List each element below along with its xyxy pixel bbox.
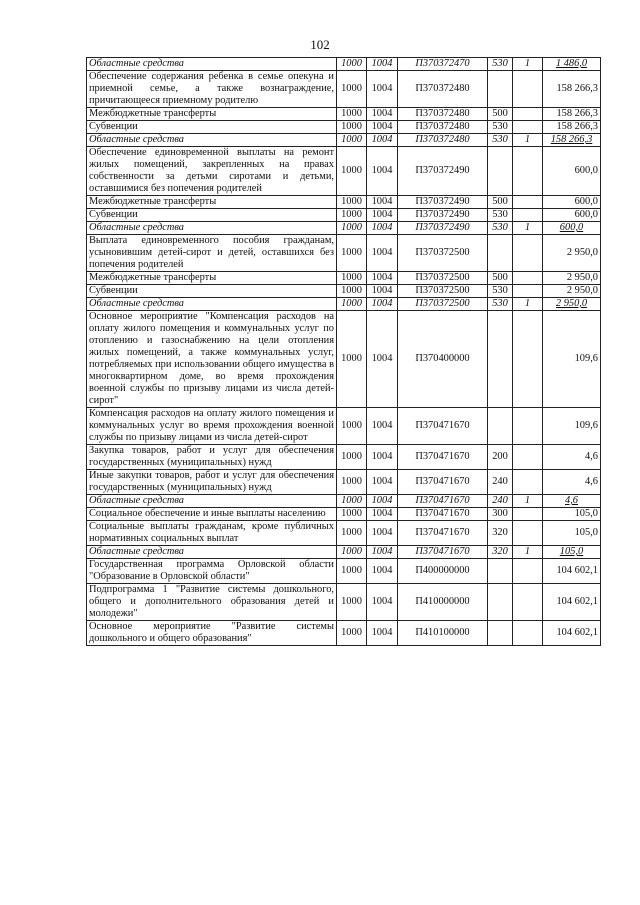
cell-expense-type: 300 bbox=[488, 508, 513, 521]
cell-amount: 158 266,3 bbox=[543, 134, 601, 147]
cell-section: 1000 bbox=[337, 584, 367, 621]
table-row bbox=[87, 147, 601, 196]
table-row-regional-funds bbox=[87, 546, 601, 559]
cell-name: Обеспечение содержания ребенка в семье опекуна и приемной семье, а также вознаграждение, причитающееся приемному родителю bbox=[87, 71, 337, 108]
cell-expense-type: 530 bbox=[488, 222, 513, 235]
cell-expense-type: 320 bbox=[488, 521, 513, 546]
cell-expense-type bbox=[488, 71, 513, 108]
cell-source: 1 bbox=[513, 298, 543, 311]
cell-amount: 105,0 bbox=[543, 546, 601, 559]
cell-subsection: 1004 bbox=[367, 546, 398, 559]
cell-source bbox=[513, 71, 543, 108]
cell-source bbox=[513, 121, 543, 134]
cell-section: 1000 bbox=[337, 445, 367, 470]
table-row bbox=[87, 408, 601, 445]
cell-section: 1000 bbox=[337, 147, 367, 196]
table-row bbox=[87, 584, 601, 621]
cell-subsection: 1004 bbox=[367, 408, 398, 445]
cell-section: 1000 bbox=[337, 272, 367, 285]
cell-name: Обеспечение единовременной выплаты на ремонт жилых помещений, закрепленных на правах собственности за детьми сиротами и детьми, оставшимися без попечения родителей bbox=[87, 147, 337, 196]
cell-amount: 2 950,0 bbox=[543, 272, 601, 285]
cell-name: Закупка товаров, работ и услуг для обеспечения государственных (муниципальных) нужд bbox=[87, 445, 337, 470]
cell-expense-type bbox=[488, 235, 513, 272]
cell-subsection: 1004 bbox=[367, 134, 398, 147]
cell-subsection: 1004 bbox=[367, 470, 398, 495]
cell-expense-type: 500 bbox=[488, 196, 513, 209]
cell-section: 1000 bbox=[337, 311, 367, 408]
table-row-regional-funds bbox=[87, 134, 601, 147]
cell-amount: 109,6 bbox=[543, 408, 601, 445]
cell-amount: 600,0 bbox=[543, 147, 601, 196]
cell-amount: 4,6 bbox=[543, 495, 601, 508]
cell-section: 1000 bbox=[337, 71, 367, 108]
cell-name: Областные средства bbox=[87, 298, 337, 311]
cell-source bbox=[513, 470, 543, 495]
cell-target-article: П370372500 bbox=[398, 298, 488, 311]
cell-amount: 104 602,1 bbox=[543, 559, 601, 584]
cell-name: Государственная программа Орловской области "Образование в Орловской области" bbox=[87, 559, 337, 584]
cell-section: 1000 bbox=[337, 196, 367, 209]
table-row bbox=[87, 71, 601, 108]
cell-amount: 4,6 bbox=[543, 470, 601, 495]
cell-expense-type bbox=[488, 311, 513, 408]
cell-name: Компенсация расходов на оплату жилого помещения и коммунальных услуг во время прохождения военной службы по призыву лицами из числа детей-сирот bbox=[87, 408, 337, 445]
cell-subsection: 1004 bbox=[367, 621, 398, 646]
cell-target-article: П370372500 bbox=[398, 272, 488, 285]
cell-expense-type: 530 bbox=[488, 285, 513, 298]
cell-amount: 105,0 bbox=[543, 508, 601, 521]
cell-name: Межбюджетные трансферты bbox=[87, 272, 337, 285]
cell-source bbox=[513, 108, 543, 121]
table-row-regional-funds bbox=[87, 495, 601, 508]
cell-source bbox=[513, 147, 543, 196]
cell-source: 1 bbox=[513, 546, 543, 559]
cell-expense-type: 530 bbox=[488, 298, 513, 311]
cell-subsection: 1004 bbox=[367, 559, 398, 584]
cell-expense-type: 240 bbox=[488, 495, 513, 508]
cell-name: Областные средства bbox=[87, 546, 337, 559]
cell-source bbox=[513, 559, 543, 584]
cell-amount: 2 950,0 bbox=[543, 285, 601, 298]
cell-section: 1000 bbox=[337, 470, 367, 495]
table-row bbox=[87, 196, 601, 209]
cell-target-article: П370471670 bbox=[398, 521, 488, 546]
cell-section: 1000 bbox=[337, 559, 367, 584]
cell-name: Основное мероприятие "Компенсация расходов на оплату жилого помещения и коммунальных услуг по отоплению и газоснабжению на цели отопления жилых помещений, а также коммунальных услуг, потребляемых при использовании общего имущества в многоквартирном доме, во время прохождения военной службы по призыву лицами из числа детей-сирот" bbox=[87, 311, 337, 408]
cell-amount: 600,0 bbox=[543, 196, 601, 209]
cell-source bbox=[513, 272, 543, 285]
cell-target-article: П370372470 bbox=[398, 58, 488, 71]
cell-source: 1 bbox=[513, 222, 543, 235]
cell-source: 1 bbox=[513, 495, 543, 508]
cell-source bbox=[513, 196, 543, 209]
cell-subsection: 1004 bbox=[367, 285, 398, 298]
cell-subsection: 1004 bbox=[367, 272, 398, 285]
cell-section: 1000 bbox=[337, 621, 367, 646]
cell-section: 1000 bbox=[337, 508, 367, 521]
cell-expense-type: 200 bbox=[488, 445, 513, 470]
table-row bbox=[87, 508, 601, 521]
table-row bbox=[87, 621, 601, 646]
cell-target-article: П370400000 bbox=[398, 311, 488, 408]
cell-section: 1000 bbox=[337, 521, 367, 546]
cell-name: Основное мероприятие "Развитие системы дошкольного и общего образования" bbox=[87, 621, 337, 646]
cell-source bbox=[513, 521, 543, 546]
cell-amount: 104 602,1 bbox=[543, 621, 601, 646]
cell-name: Субвенции bbox=[87, 121, 337, 134]
cell-target-article: П370471670 bbox=[398, 408, 488, 445]
cell-target-article: П370372480 bbox=[398, 134, 488, 147]
table-row bbox=[87, 470, 601, 495]
cell-amount: 158 266,3 bbox=[543, 108, 601, 121]
cell-name: Областные средства bbox=[87, 222, 337, 235]
cell-expense-type: 530 bbox=[488, 121, 513, 134]
cell-subsection: 1004 bbox=[367, 71, 398, 108]
table-row bbox=[87, 445, 601, 470]
cell-target-article: П370471670 bbox=[398, 495, 488, 508]
page-number: 102 bbox=[310, 37, 330, 52]
table-row bbox=[87, 559, 601, 584]
cell-target-article: П370372490 bbox=[398, 147, 488, 196]
cell-amount: 600,0 bbox=[543, 209, 601, 222]
cell-amount: 158 266,3 bbox=[543, 71, 601, 108]
cell-target-article: П370372490 bbox=[398, 222, 488, 235]
cell-name: Социальное обеспечение и иные выплаты населению bbox=[87, 508, 337, 521]
table-row bbox=[87, 108, 601, 121]
cell-source bbox=[513, 311, 543, 408]
cell-amount: 158 266,3 bbox=[543, 121, 601, 134]
cell-subsection: 1004 bbox=[367, 495, 398, 508]
cell-section: 1000 bbox=[337, 134, 367, 147]
cell-subsection: 1004 bbox=[367, 508, 398, 521]
cell-source: 1 bbox=[513, 134, 543, 147]
cell-subsection: 1004 bbox=[367, 445, 398, 470]
cell-subsection: 1004 bbox=[367, 108, 398, 121]
table-row-regional-funds bbox=[87, 58, 601, 71]
cell-amount: 104 602,1 bbox=[543, 584, 601, 621]
cell-section: 1000 bbox=[337, 408, 367, 445]
cell-target-article: П370471670 bbox=[398, 508, 488, 521]
cell-source bbox=[513, 621, 543, 646]
cell-section: 1000 bbox=[337, 495, 367, 508]
cell-source bbox=[513, 508, 543, 521]
cell-expense-type bbox=[488, 584, 513, 621]
table-row bbox=[87, 311, 601, 408]
cell-expense-type: 320 bbox=[488, 546, 513, 559]
cell-subsection: 1004 bbox=[367, 121, 398, 134]
cell-source: 1 bbox=[513, 58, 543, 71]
cell-source bbox=[513, 285, 543, 298]
cell-expense-type bbox=[488, 559, 513, 584]
cell-expense-type: 530 bbox=[488, 209, 513, 222]
cell-subsection: 1004 bbox=[367, 58, 398, 71]
cell-amount: 4,6 bbox=[543, 445, 601, 470]
cell-target-article: П370372500 bbox=[398, 285, 488, 298]
cell-section: 1000 bbox=[337, 546, 367, 559]
cell-section: 1000 bbox=[337, 298, 367, 311]
cell-target-article: П370471670 bbox=[398, 445, 488, 470]
cell-section: 1000 bbox=[337, 285, 367, 298]
cell-target-article: П370372490 bbox=[398, 209, 488, 222]
cell-source bbox=[513, 209, 543, 222]
cell-name: Областные средства bbox=[87, 495, 337, 508]
cell-name: Межбюджетные трансферты bbox=[87, 196, 337, 209]
cell-source bbox=[513, 584, 543, 621]
cell-amount: 109,6 bbox=[543, 311, 601, 408]
cell-section: 1000 bbox=[337, 121, 367, 134]
cell-target-article: П370471670 bbox=[398, 546, 488, 559]
cell-name: Субвенции bbox=[87, 209, 337, 222]
cell-name: Социальные выплаты гражданам, кроме публичных нормативных социальных выплат bbox=[87, 521, 337, 546]
cell-section: 1000 bbox=[337, 108, 367, 121]
table-row bbox=[87, 121, 601, 134]
cell-target-article: П370372480 bbox=[398, 71, 488, 108]
table-row bbox=[87, 235, 601, 272]
cell-target-article: П400000000 bbox=[398, 559, 488, 584]
cell-expense-type: 500 bbox=[488, 272, 513, 285]
cell-expense-type bbox=[488, 147, 513, 196]
cell-target-article: П370372500 bbox=[398, 235, 488, 272]
cell-subsection: 1004 bbox=[367, 147, 398, 196]
cell-expense-type: 530 bbox=[488, 134, 513, 147]
cell-amount: 600,0 bbox=[543, 222, 601, 235]
cell-source bbox=[513, 408, 543, 445]
cell-amount: 1 486,0 bbox=[543, 58, 601, 71]
cell-subsection: 1004 bbox=[367, 311, 398, 408]
cell-amount: 2 950,0 bbox=[543, 298, 601, 311]
cell-subsection: 1004 bbox=[367, 298, 398, 311]
cell-expense-type: 240 bbox=[488, 470, 513, 495]
cell-subsection: 1004 bbox=[367, 196, 398, 209]
cell-name: Областные средства bbox=[87, 58, 337, 71]
cell-name: Иные закупки товаров, работ и услуг для обеспечения государственных (муниципальных) нужд bbox=[87, 470, 337, 495]
table-row bbox=[87, 272, 601, 285]
cell-subsection: 1004 bbox=[367, 222, 398, 235]
cell-subsection: 1004 bbox=[367, 235, 398, 272]
cell-amount: 2 950,0 bbox=[543, 235, 601, 272]
cell-section: 1000 bbox=[337, 209, 367, 222]
cell-target-article: П410100000 bbox=[398, 621, 488, 646]
cell-target-article: П370372480 bbox=[398, 121, 488, 134]
cell-subsection: 1004 bbox=[367, 521, 398, 546]
cell-name: Межбюджетные трансферты bbox=[87, 108, 337, 121]
cell-expense-type: 500 bbox=[488, 108, 513, 121]
cell-expense-type bbox=[488, 408, 513, 445]
cell-amount: 105,0 bbox=[543, 521, 601, 546]
cell-section: 1000 bbox=[337, 222, 367, 235]
cell-name: Областные средства bbox=[87, 134, 337, 147]
cell-name: Подпрограмма 1 "Развитие системы дошкольного, общего и дополнительного образования детей и молодежи" bbox=[87, 584, 337, 621]
cell-expense-type bbox=[488, 621, 513, 646]
budget-table bbox=[86, 57, 601, 646]
table-row bbox=[87, 209, 601, 222]
cell-name: Выплата единовременного пособия гражданам, усыновившим детей-сирот и детей, оставшихся без попечения родителей bbox=[87, 235, 337, 272]
table-row-regional-funds bbox=[87, 222, 601, 235]
cell-expense-type: 530 bbox=[488, 58, 513, 71]
cell-target-article: П370372490 bbox=[398, 196, 488, 209]
cell-name: Субвенции bbox=[87, 285, 337, 298]
cell-target-article: П370372480 bbox=[398, 108, 488, 121]
cell-source bbox=[513, 445, 543, 470]
cell-section: 1000 bbox=[337, 235, 367, 272]
cell-target-article: П410000000 bbox=[398, 584, 488, 621]
cell-subsection: 1004 bbox=[367, 209, 398, 222]
table-row bbox=[87, 285, 601, 298]
cell-source bbox=[513, 235, 543, 272]
table-row-regional-funds bbox=[87, 298, 601, 311]
cell-target-article: П370471670 bbox=[398, 470, 488, 495]
budget-table-body bbox=[87, 58, 601, 646]
cell-section: 1000 bbox=[337, 58, 367, 71]
table-row bbox=[87, 521, 601, 546]
cell-subsection: 1004 bbox=[367, 584, 398, 621]
